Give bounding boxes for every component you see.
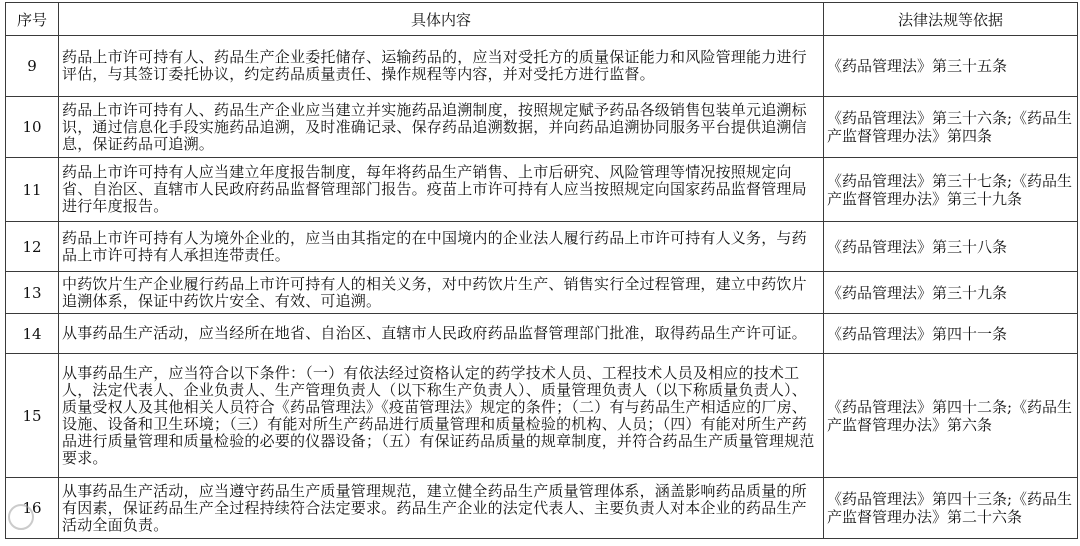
table-row bbox=[6, 272, 1078, 314]
row-basis: 《药品管理法》第三十六条;《药品生产监督管理办法》第四条 bbox=[824, 97, 1078, 158]
row-content: 药品上市许可持有人为境外企业的，应当由其指定的在中国境内的企业法人履行药品上市许可持有人义务，与药品上市许可持有人承担连带责任。 bbox=[59, 222, 824, 272]
row-num: 12 bbox=[6, 222, 59, 272]
row-content: 从事药品生产，应当符合以下条件：（一）有依法经过资格认定的药学技术人员、工程技术人员及相应的技术工人，法定代表人、企业负责人、生产管理负责人（以下称生产负责人）、质量管理负责人（以下称质量负责人）、质量受权人及其他相关人员符合《药品管理法》《疫苗管理法》规定的条件；（二）有与药品生产相适应的厂房、设施、设备和卫生环境；（三）有能对所生产药品进行质量管理和质量检验的机构、人员；（四）有能对所生产药品进行质量管理和质量检验的必要的仪器设备；（五）有保证药品质量的规章制度，并符合药品生产质量管理规范要求。 bbox=[59, 354, 824, 478]
row-basis: 《药品管理法》第三十八条 bbox=[824, 222, 1078, 272]
regulations-table bbox=[5, 2, 1078, 539]
row-num: 15 bbox=[6, 354, 59, 478]
row-basis: 《药品管理法》第四十三条;《药品生产监督管理办法》第二十六条 bbox=[824, 478, 1078, 539]
row-basis: 《药品管理法》第三十九条 bbox=[824, 272, 1078, 314]
table-row bbox=[6, 314, 1078, 354]
header-basis: 法律法规等依据 bbox=[824, 3, 1078, 36]
watermark-logo bbox=[8, 502, 68, 538]
row-num: 9 bbox=[6, 36, 59, 97]
table-row bbox=[6, 97, 1078, 158]
row-content: 中药饮片生产企业履行药品上市许可持有人的相关义务，对中药饮片生产、销售实行全过程管理，建立中药饮片追溯体系，保证中药饮片安全、有效、可追溯。 bbox=[59, 272, 824, 314]
row-content: 从事药品生产活动，应当经所在地省、自治区、直辖市人民政府药品监督管理部门批准，取得药品生产许可证。 bbox=[59, 314, 824, 354]
row-basis: 《药品管理法》第四十一条 bbox=[824, 314, 1078, 354]
table-row bbox=[6, 158, 1078, 222]
row-basis: 《药品管理法》第三十五条 bbox=[824, 36, 1078, 97]
row-num: 10 bbox=[6, 97, 59, 158]
table-row bbox=[6, 36, 1078, 97]
table-row bbox=[6, 478, 1078, 539]
table-row bbox=[6, 354, 1078, 478]
row-content: 从事药品生产活动，应当遵守药品生产质量管理规范，建立健全药品生产质量管理体系，涵盖影响药品质量的所有因素，保证药品生产全过程持续符合法定要求。药品生产企业的法定代表人、主要负责人对本企业的药品生产活动全面负责。 bbox=[59, 478, 824, 539]
row-basis: 《药品管理法》第三十七条;《药品生产监督管理办法》第三十九条 bbox=[824, 158, 1078, 222]
table-header-row bbox=[6, 3, 1078, 36]
row-content: 药品上市许可持有人、药品生产企业委托储存、运输药品的，应当对受托方的质量保证能力和风险管理能力进行评估，与其签订委托协议，约定药品质量责任、操作规程等内容，并对受托方进行监督。 bbox=[59, 36, 824, 97]
header-num: 序号 bbox=[6, 3, 59, 36]
row-num: 11 bbox=[6, 158, 59, 222]
row-num: 16 bbox=[6, 478, 59, 539]
header-content: 具体内容 bbox=[59, 3, 824, 36]
row-num: 13 bbox=[6, 272, 59, 314]
row-content: 药品上市许可持有人、药品生产企业应当建立并实施药品追溯制度，按照规定赋予药品各级销售包装单元追溯标识，通过信息化手段实施药品追溯，及时准确记录、保存药品追溯数据，并向药品追溯协同服务平台提供追溯信息，保证药品可追溯。 bbox=[59, 97, 824, 158]
watermark-ring-icon bbox=[8, 504, 34, 530]
row-num: 14 bbox=[6, 314, 59, 354]
row-content: 药品上市许可持有人应当建立年度报告制度，每年将药品生产销售、上市后研究、风险管理等情况按照规定向省、自治区、直辖市人民政府药品监督管理部门报告。疫苗上市许可持有人应当按照规定向国家药品监督管理局进行年度报告。 bbox=[59, 158, 824, 222]
table-row bbox=[6, 222, 1078, 272]
row-basis: 《药品管理法》第四十二条;《药品生产监督管理办法》第六条 bbox=[824, 354, 1078, 478]
